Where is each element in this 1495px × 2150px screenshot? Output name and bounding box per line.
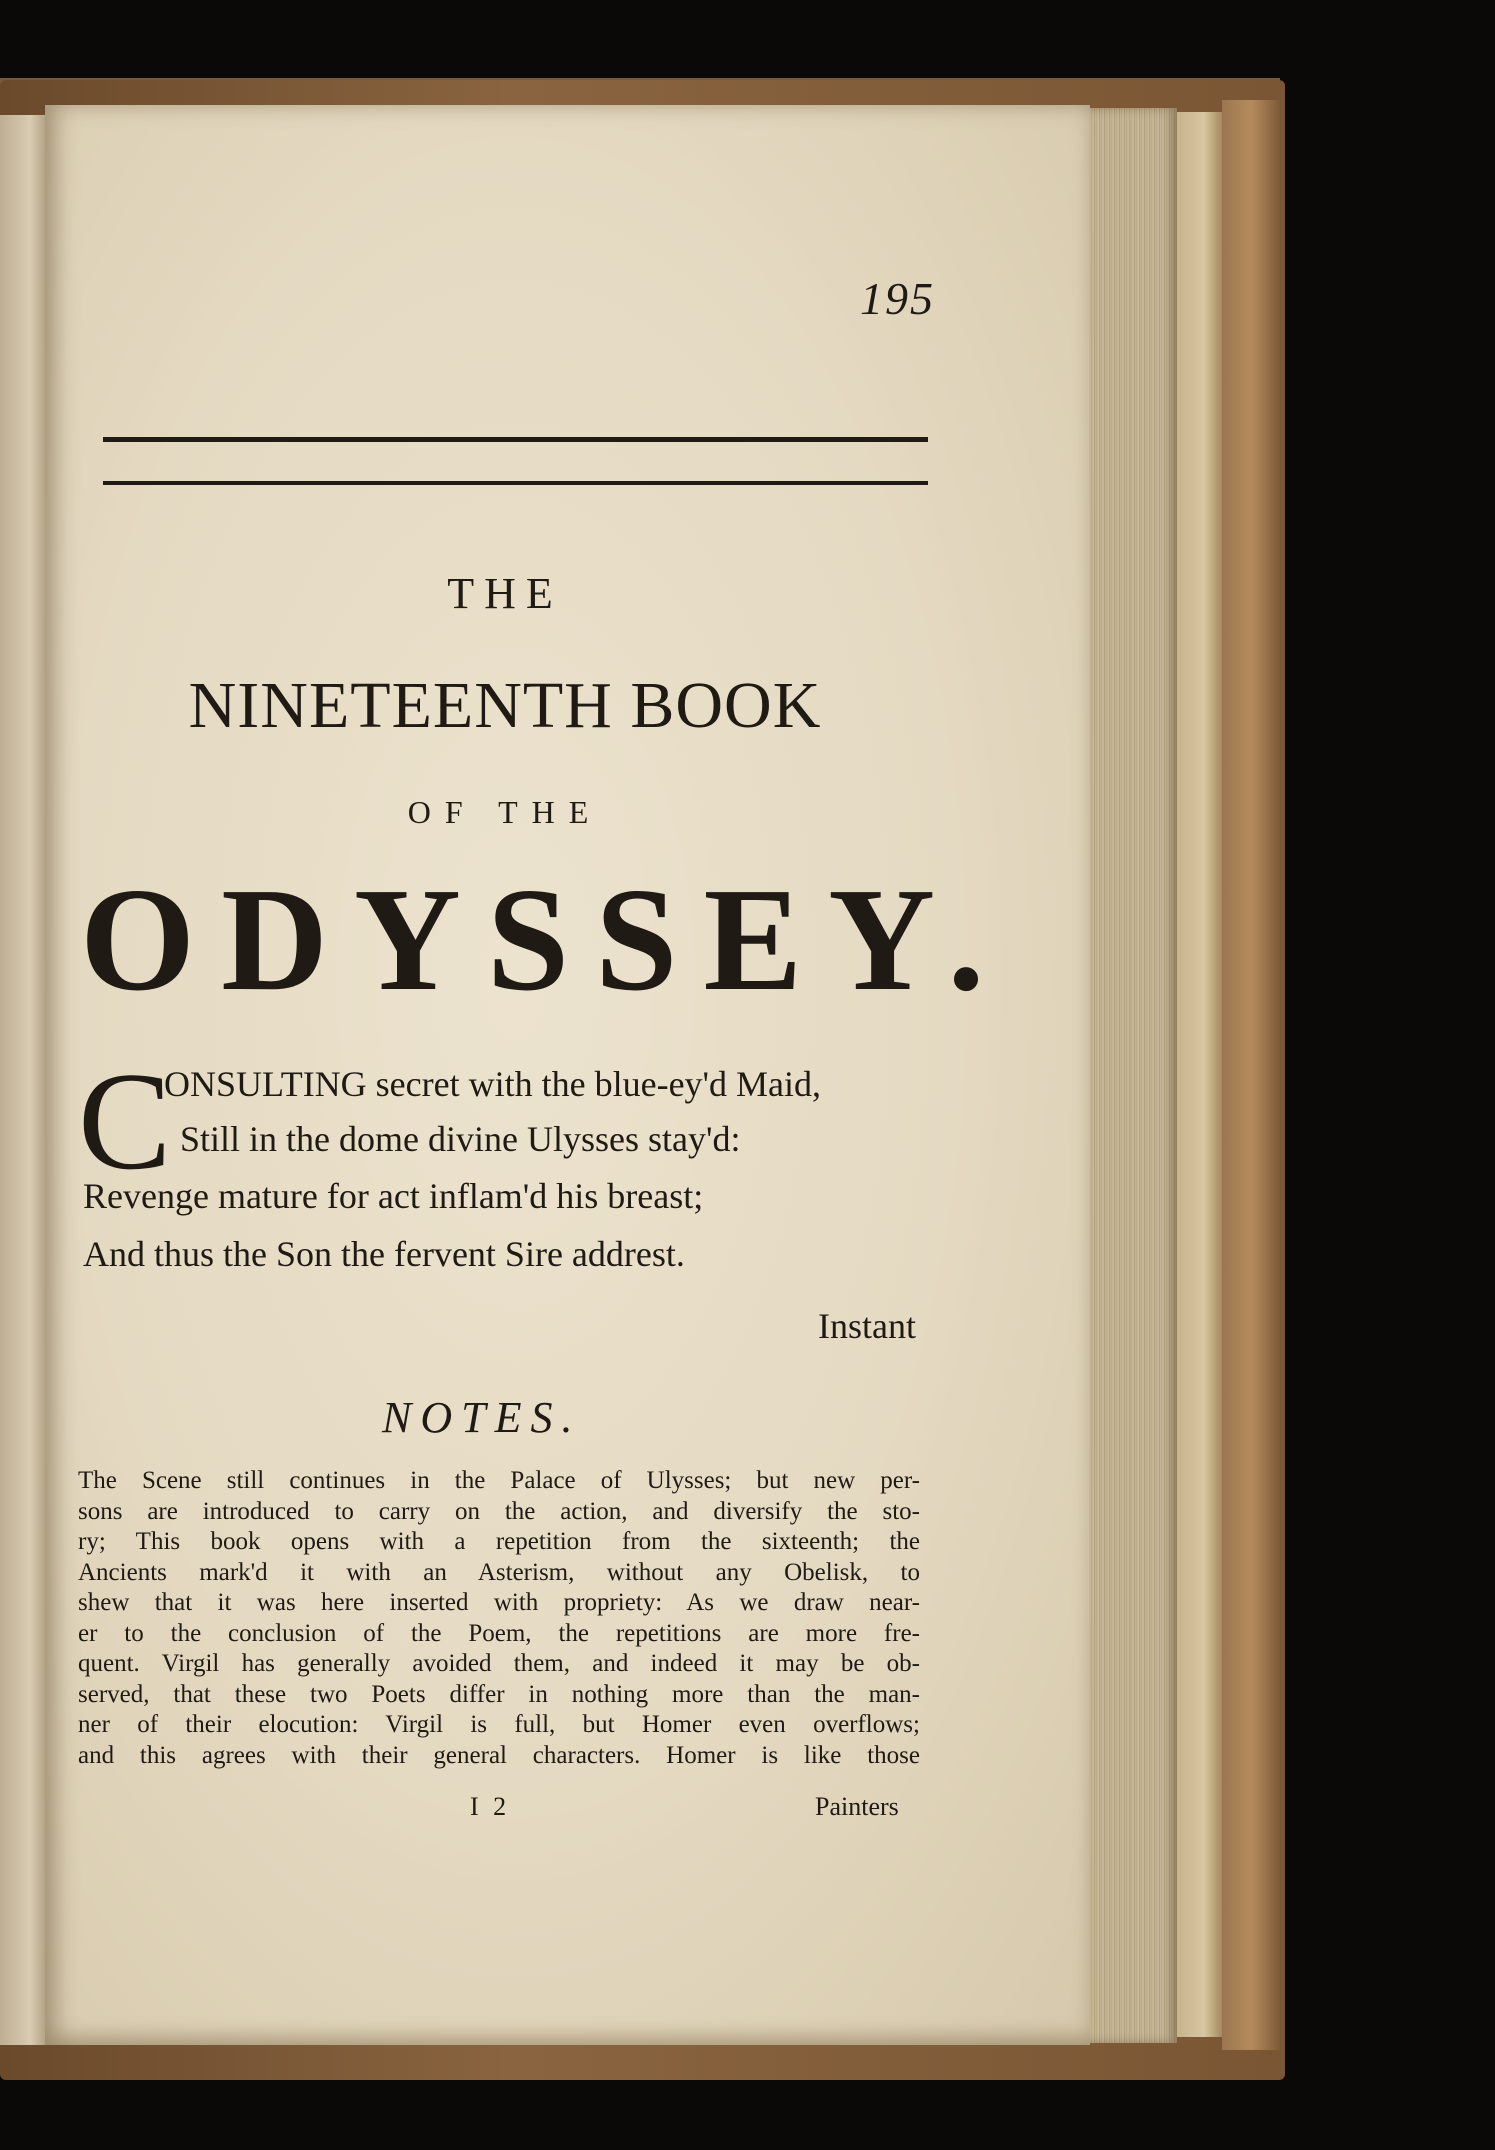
notes-line: er to the conclusion of the Poem, the repetitions are more fre-	[78, 1619, 920, 1647]
notes-line: and this agrees with their general characters. Homer is like those	[78, 1741, 920, 1769]
head-rule-bottom	[103, 481, 928, 485]
verse-line: And thus the Son the fervent Sire addrest.	[83, 1234, 685, 1274]
notes-line: ry; This book opens with a repetition from the sixteenth; the	[78, 1528, 920, 1555]
notes-catchword: Painters	[815, 1792, 899, 1821]
notes-line: sons are introduced to carry on the action, and diversify the sto-	[78, 1497, 920, 1525]
notes-line: Ancients mark'd it with an Asterism, without any Obelisk, to	[78, 1558, 920, 1586]
notes-line: quent. Virgil has generally avoided them, and indeed it may be ob-	[78, 1650, 920, 1677]
book-title: NINETEENTH BOOK	[188, 669, 822, 742]
page-number: 195	[860, 273, 935, 324]
verse-line: ONSULTING secret with the blue-ey'd Maid,	[164, 1064, 822, 1104]
verse-line: Still in the dome divine Ulysses stay'd:	[180, 1119, 741, 1159]
notes-body	[78, 1466, 920, 1771]
page-edges	[1085, 108, 1177, 2043]
work-title: ODYSSEY.	[80, 858, 1011, 1022]
title-the: THE	[447, 569, 563, 618]
left-page-edge	[0, 115, 50, 2045]
notes-line: ner of their elocution: Virgil is full, but Homer even overflows;	[78, 1711, 920, 1738]
title-of-the: OF THE	[407, 794, 603, 830]
verse-catchword: Instant	[818, 1306, 916, 1346]
verse-line: Revenge mature for act inflam'd his breast;	[83, 1176, 704, 1216]
notes-line: shew that it was here inserted with propriety: As we draw near-	[78, 1589, 920, 1616]
drop-cap: C	[78, 1044, 172, 1199]
notes-heading: NOTES.	[382, 1393, 582, 1442]
head-rule-top	[103, 437, 928, 442]
notes-line: The Scene still continues in the Palace of Ulysses; but new per-	[78, 1467, 920, 1494]
notes-line: served, that these two Poets differ in nothing more than the man-	[78, 1680, 920, 1708]
binding-edge	[1222, 100, 1280, 2050]
fore-edge-outer	[1177, 112, 1222, 2037]
signature-mark: I 2	[470, 1792, 511, 1821]
